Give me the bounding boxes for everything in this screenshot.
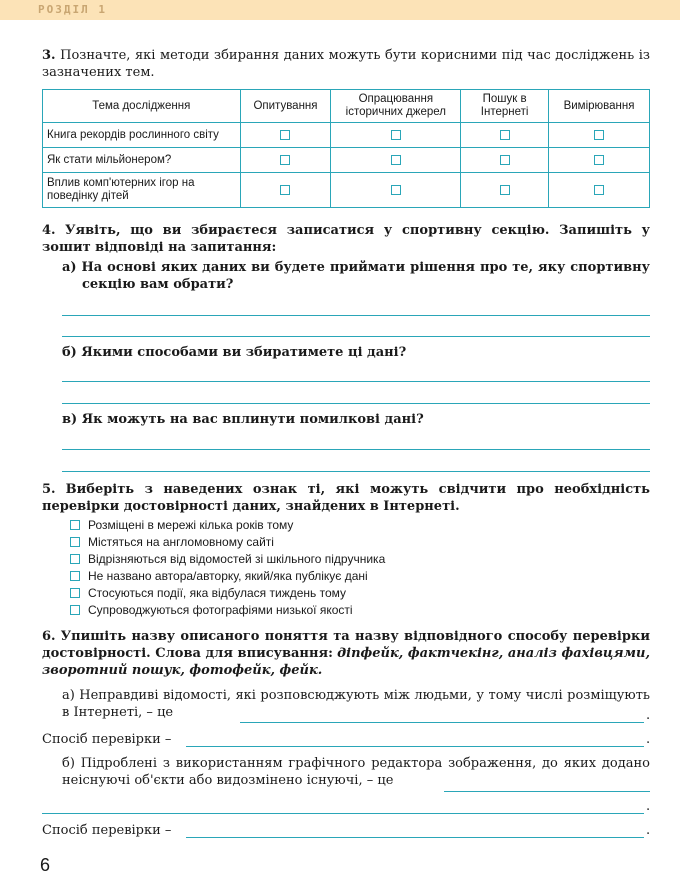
checkbox[interactable]: [70, 571, 80, 581]
q6-prompt: Упишіть назву описаного поняття та назву відповідного способу перевірки достовірності. Слова для вписування:: [42, 629, 650, 661]
section-label: РОЗДІЛ 1: [38, 3, 107, 16]
col-header-topic: Тема дослідження: [43, 90, 241, 123]
checkbox[interactable]: [280, 130, 290, 140]
q3-text: [42, 47, 650, 81]
checkbox[interactable]: [70, 588, 80, 598]
checkbox[interactable]: [594, 155, 604, 165]
answer-line[interactable]: [240, 722, 644, 723]
checkbox[interactable]: [594, 130, 604, 140]
row-topic: Книга рекордів рослинного світу: [43, 123, 241, 148]
q5-option[interactable]: Відрізняються від відомостей зі шкільного підручника: [70, 552, 385, 567]
period: .: [646, 732, 651, 747]
answer-line[interactable]: [62, 381, 650, 382]
checkbox[interactable]: [70, 554, 80, 564]
q4-question-c: в) Як можуть на вас вплинути помилкові дані?: [62, 412, 424, 427]
checkbox[interactable]: [594, 185, 604, 195]
checkbox[interactable]: [500, 185, 510, 195]
table-row: [43, 148, 650, 173]
q6-words: діпфейк, фактчекінг, аналіз фахівцями, зворотний пошук, фотофейк, фейк.: [42, 646, 650, 678]
checkbox[interactable]: [391, 130, 401, 140]
q6-item-b: б) Підроблені з використанням графічного редактора зображення, до яких додано неіснуючі об'єкти або видозмінено існуючі, – це: [62, 756, 650, 788]
checkbox[interactable]: [391, 155, 401, 165]
q3-prompt: Позначте, які методи збирання даних можуть бути корисними під час досліджень із зазначених тем.: [42, 48, 650, 80]
checkbox[interactable]: [280, 185, 290, 195]
col-header-internet: Пошук в Інтернеті: [461, 90, 549, 123]
row-topic: Вплив комп'ютерних ігор на поведінку дітей: [43, 173, 241, 208]
checkbox[interactable]: [500, 130, 510, 140]
col-header-historical: Опрацювання історичних джерел: [331, 90, 461, 123]
q4-text: [42, 222, 650, 256]
q5-number: 5.: [42, 482, 56, 497]
answer-line[interactable]: [42, 813, 644, 814]
answer-line[interactable]: [186, 746, 644, 747]
checkbox[interactable]: [70, 520, 80, 530]
q5-option[interactable]: Стосуються події, яка відбулася тиждень тому: [70, 586, 346, 601]
row-topic: Як стати мільйонером?: [43, 148, 241, 173]
period: .: [646, 708, 651, 723]
method-label: Спосіб перевірки –: [42, 732, 172, 747]
q5-prompt: Виберіть з наведених ознак ті, які можуть свідчити про необхідність перевірки достовірності даних, знайдених в Інтернеті.: [42, 482, 650, 514]
period: .: [646, 823, 651, 838]
checkbox[interactable]: [70, 537, 80, 547]
answer-line[interactable]: [62, 471, 650, 472]
checkbox[interactable]: [391, 185, 401, 195]
period: .: [646, 799, 651, 814]
checkbox[interactable]: [70, 605, 80, 615]
answer-line[interactable]: [62, 403, 650, 404]
q6-text: [42, 628, 650, 679]
q4-question-a: а) На основі яких даних ви будете приймати рішення про те, яку спортивну секцію вам обрати?: [62, 260, 650, 292]
col-header-survey: Опитування: [240, 90, 331, 123]
section-header-band: [0, 0, 680, 20]
methods-table: [42, 89, 650, 208]
q5-option[interactable]: Супроводжуються фотографіями низької якості: [70, 603, 353, 618]
answer-line[interactable]: [186, 837, 644, 838]
page-number: 6: [40, 855, 51, 875]
q5-option[interactable]: Містяться на англомовному сайті: [70, 535, 274, 550]
q4-number: 4.: [42, 223, 56, 238]
answer-line[interactable]: [62, 315, 650, 316]
q4-question-b: б) Якими способами ви збиратимете ці дані?: [62, 345, 407, 360]
answer-line[interactable]: [62, 449, 650, 450]
q6-number: 6.: [42, 629, 56, 644]
col-header-measurement: Вимірювання: [549, 90, 650, 123]
answer-line[interactable]: [62, 336, 650, 337]
q4-prompt: Уявіть, що ви збираєтеся записатися у спортивну секцію. Запишіть у зошит відповіді на запитання:: [42, 223, 650, 255]
checkbox[interactable]: [500, 155, 510, 165]
table-header-row: [43, 90, 650, 123]
table-row: [43, 123, 650, 148]
answer-line[interactable]: [444, 791, 650, 792]
method-label: Спосіб перевірки –: [42, 823, 172, 838]
q3-number: 3.: [42, 48, 56, 63]
table-row: [43, 173, 650, 208]
q5-option[interactable]: Не названо автора/авторку, який/яка публікує дані: [70, 569, 368, 584]
q6-item-a: а) Неправдиві відомості, які розповсюджують між людьми, у тому числі розміщують в Інтернеті, – це: [62, 688, 650, 720]
checkbox[interactable]: [280, 155, 290, 165]
q5-text: [42, 481, 650, 515]
q5-option[interactable]: Розміщені в мережі кілька років тому: [70, 518, 293, 533]
